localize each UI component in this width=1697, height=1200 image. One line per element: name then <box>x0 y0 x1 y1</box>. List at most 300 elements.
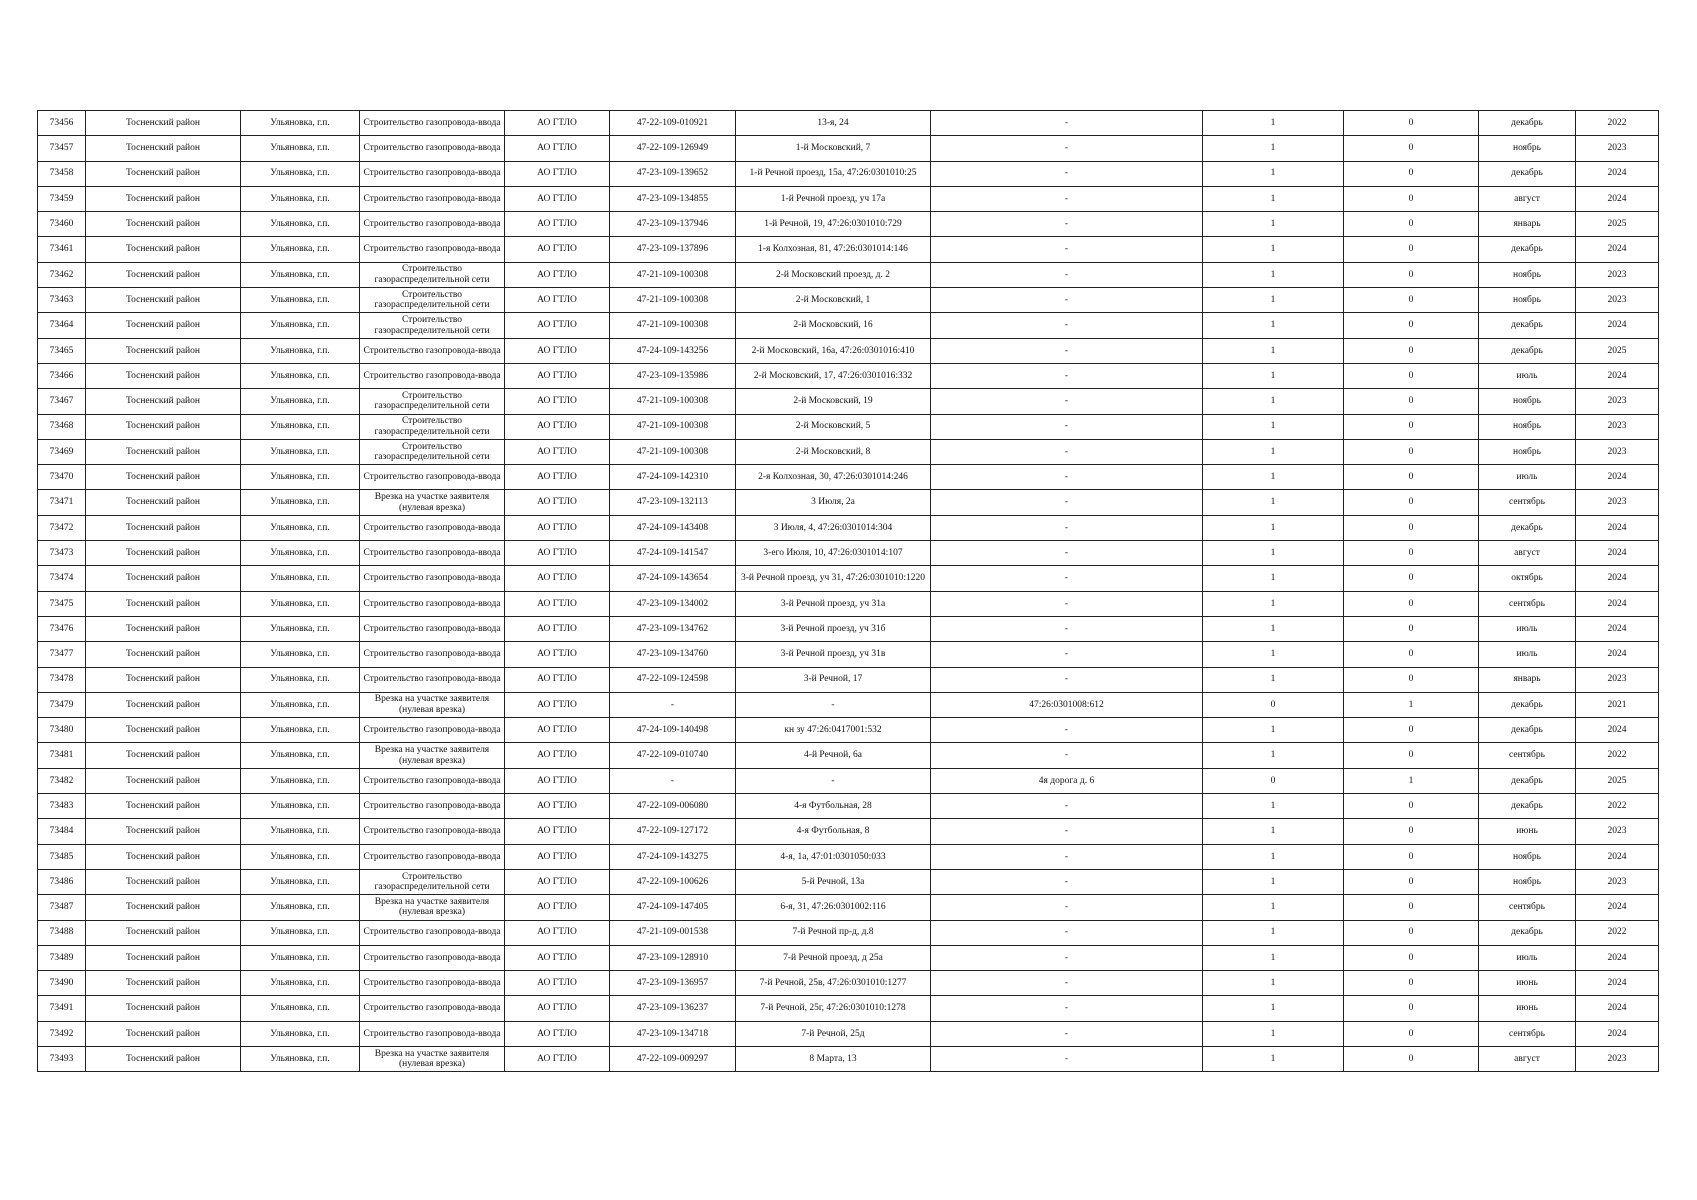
cell-row-id: 73461 <box>38 237 86 262</box>
cell-year: 2024 <box>1576 616 1659 641</box>
cell-work-type: Врезка на участке заявителя (нулевая врезка) <box>360 895 505 920</box>
cell-year: 2023 <box>1576 439 1659 464</box>
cell-settlement: Ульяновка, г.п. <box>241 161 360 186</box>
table-row <box>38 996 1659 1021</box>
cell-settlement: Ульяновка, г.п. <box>241 111 360 136</box>
cell-count-b: 0 <box>1344 465 1479 490</box>
cell-district: Тосненский район <box>86 718 241 743</box>
cell-district: Тосненский район <box>86 363 241 388</box>
cell-count-a: 1 <box>1203 212 1344 237</box>
cell-organization: АО ГТЛО <box>505 591 610 616</box>
cell-district: Тосненский район <box>86 389 241 414</box>
cell-address: 7-й Речной пр-д, д.8 <box>736 920 931 945</box>
cell-month: ноябрь <box>1479 262 1576 287</box>
cell-organization: АО ГТЛО <box>505 338 610 363</box>
table-row <box>38 920 1659 945</box>
cell-work-type: Строительство газопровода-ввода <box>360 920 505 945</box>
cell-year: 2023 <box>1576 1046 1659 1071</box>
cell-work-type: Строительство газопровода-ввода <box>360 642 505 667</box>
cell-district: Тосненский район <box>86 541 241 566</box>
cell-row-id: 73464 <box>38 313 86 338</box>
cell-work-type: Строительство газопровода-ввода <box>360 515 505 540</box>
cell-count-a: 1 <box>1203 945 1344 970</box>
cell-organization: АО ГТЛО <box>505 642 610 667</box>
cell-district: Тосненский район <box>86 794 241 819</box>
cell-address: 2-й Московский, 19 <box>736 389 931 414</box>
cell-address: 3 Июля, 4, 47:26:0301014:304 <box>736 515 931 540</box>
cell-year: 2024 <box>1576 541 1659 566</box>
cell-contract-number: 47-22-109-127172 <box>610 819 736 844</box>
cell-count-b: 0 <box>1344 161 1479 186</box>
cell-district: Тосненский район <box>86 819 241 844</box>
table-row <box>38 768 1659 793</box>
cell-work-type: Строительство газопровода-ввода <box>360 945 505 970</box>
cell-count-b: 0 <box>1344 1021 1479 1046</box>
cell-row-id: 73473 <box>38 541 86 566</box>
cell-district: Тосненский район <box>86 591 241 616</box>
cell-count-b: 0 <box>1344 895 1479 920</box>
cell-settlement: Ульяновка, г.п. <box>241 566 360 591</box>
cell-district: Тосненский район <box>86 313 241 338</box>
cell-settlement: Ульяновка, г.п. <box>241 541 360 566</box>
cell-contract-number: 47-24-109-147405 <box>610 895 736 920</box>
cell-month: декабрь <box>1479 161 1576 186</box>
cell-organization: АО ГТЛО <box>505 667 610 692</box>
cell-address: 4-й Речной, 6а <box>736 743 931 768</box>
cell-contract-number: 47-24-109-143408 <box>610 515 736 540</box>
cell-row-id: 73493 <box>38 1046 86 1071</box>
cell-address: 4-я, 1а, 47:01:0301050:033 <box>736 844 931 869</box>
cell-cadastral-number: - <box>931 819 1203 844</box>
cell-month: июнь <box>1479 819 1576 844</box>
cell-month: декабрь <box>1479 515 1576 540</box>
cell-year: 2025 <box>1576 768 1659 793</box>
cell-cadastral-number: - <box>931 743 1203 768</box>
cell-row-id: 73476 <box>38 616 86 641</box>
cell-year: 2024 <box>1576 566 1659 591</box>
cell-contract-number: 47-23-109-136237 <box>610 996 736 1021</box>
cell-count-b: 0 <box>1344 1046 1479 1071</box>
cell-cadastral-number: - <box>931 389 1203 414</box>
table-row <box>38 161 1659 186</box>
cell-month: декабрь <box>1479 794 1576 819</box>
cell-count-a: 1 <box>1203 439 1344 464</box>
cell-cadastral-number: - <box>931 136 1203 161</box>
cell-row-id: 73487 <box>38 895 86 920</box>
cell-month: сентябрь <box>1479 743 1576 768</box>
cell-address: 2-й Московский, 1 <box>736 288 931 313</box>
cell-district: Тосненский район <box>86 338 241 363</box>
cell-count-a: 1 <box>1203 288 1344 313</box>
cell-year: 2022 <box>1576 920 1659 945</box>
cell-year: 2024 <box>1576 237 1659 262</box>
cell-row-id: 73481 <box>38 743 86 768</box>
cell-month: декабрь <box>1479 718 1576 743</box>
data-table <box>37 110 1659 1072</box>
cell-district: Тосненский район <box>86 288 241 313</box>
cell-district: Тосненский район <box>86 1046 241 1071</box>
cell-contract-number: 47-24-109-143275 <box>610 844 736 869</box>
cell-settlement: Ульяновка, г.п. <box>241 667 360 692</box>
table-row <box>38 212 1659 237</box>
cell-count-a: 1 <box>1203 566 1344 591</box>
cell-work-type: Строительство газораспределительной сети <box>360 869 505 894</box>
table-row <box>38 186 1659 211</box>
cell-organization: АО ГТЛО <box>505 465 610 490</box>
cell-year: 2023 <box>1576 819 1659 844</box>
cell-district: Тосненский район <box>86 920 241 945</box>
table-row <box>38 262 1659 287</box>
cell-count-b: 0 <box>1344 439 1479 464</box>
cell-count-a: 1 <box>1203 718 1344 743</box>
cell-organization: АО ГТЛО <box>505 768 610 793</box>
cell-address: 2-й Московский, 16 <box>736 313 931 338</box>
cell-cadastral-number: 4я дорога д. 6 <box>931 768 1203 793</box>
table-row <box>38 667 1659 692</box>
cell-district: Тосненский район <box>86 515 241 540</box>
cell-address: 7-й Речной проезд, д 25а <box>736 945 931 970</box>
cell-cadastral-number: - <box>931 212 1203 237</box>
cell-cadastral-number: - <box>931 920 1203 945</box>
cell-cadastral-number: - <box>931 111 1203 136</box>
cell-row-id: 73484 <box>38 819 86 844</box>
cell-organization: АО ГТЛО <box>505 515 610 540</box>
cell-row-id: 73459 <box>38 186 86 211</box>
table-row <box>38 794 1659 819</box>
cell-month: декабрь <box>1479 768 1576 793</box>
cell-settlement: Ульяновка, г.п. <box>241 945 360 970</box>
cell-contract-number: 47-23-109-134855 <box>610 186 736 211</box>
cell-cadastral-number: - <box>931 338 1203 363</box>
cell-settlement: Ульяновка, г.п. <box>241 718 360 743</box>
cell-contract-number: 47-22-109-126949 <box>610 136 736 161</box>
cell-month: июль <box>1479 642 1576 667</box>
cell-contract-number: 47-24-109-143256 <box>610 338 736 363</box>
cell-settlement: Ульяновка, г.п. <box>241 389 360 414</box>
cell-work-type: Строительство газопровода-ввода <box>360 338 505 363</box>
cell-cadastral-number: - <box>931 642 1203 667</box>
cell-year: 2022 <box>1576 111 1659 136</box>
cell-settlement: Ульяновка, г.п. <box>241 768 360 793</box>
cell-row-id: 73488 <box>38 920 86 945</box>
cell-address: 4-я Футбольная, 28 <box>736 794 931 819</box>
cell-settlement: Ульяновка, г.п. <box>241 1046 360 1071</box>
cell-month: декабрь <box>1479 338 1576 363</box>
cell-count-b: 0 <box>1344 743 1479 768</box>
table-row <box>38 971 1659 996</box>
cell-district: Тосненский район <box>86 616 241 641</box>
cell-count-b: 0 <box>1344 490 1479 515</box>
cell-address: - <box>736 692 931 717</box>
cell-settlement: Ульяновка, г.п. <box>241 338 360 363</box>
cell-work-type: Строительство газопровода-ввода <box>360 212 505 237</box>
cell-address: 3-й Речной проезд, уч 31, 47:26:0301010:1220 <box>736 566 931 591</box>
cell-organization: АО ГТЛО <box>505 288 610 313</box>
cell-address: 8 Марта, 13 <box>736 1046 931 1071</box>
cell-contract-number: 47-23-109-134002 <box>610 591 736 616</box>
table-row <box>38 515 1659 540</box>
cell-row-id: 73460 <box>38 212 86 237</box>
cell-district: Тосненский район <box>86 136 241 161</box>
cell-count-a: 1 <box>1203 363 1344 388</box>
cell-row-id: 73456 <box>38 111 86 136</box>
cell-settlement: Ульяновка, г.п. <box>241 591 360 616</box>
cell-row-id: 73475 <box>38 591 86 616</box>
cell-settlement: Ульяновка, г.п. <box>241 692 360 717</box>
cell-count-a: 1 <box>1203 920 1344 945</box>
cell-month: июль <box>1479 945 1576 970</box>
cell-year: 2022 <box>1576 794 1659 819</box>
cell-address: 1-й Речной проезд, уч 17а <box>736 186 931 211</box>
cell-settlement: Ульяновка, г.п. <box>241 971 360 996</box>
cell-row-id: 73472 <box>38 515 86 540</box>
cell-work-type: Строительство газопровода-ввода <box>360 566 505 591</box>
cell-work-type: Строительство газопровода-ввода <box>360 541 505 566</box>
cell-count-a: 1 <box>1203 616 1344 641</box>
cell-row-id: 73486 <box>38 869 86 894</box>
cell-month: июнь <box>1479 971 1576 996</box>
cell-district: Тосненский район <box>86 414 241 439</box>
cell-year: 2024 <box>1576 465 1659 490</box>
cell-work-type: Строительство газопровода-ввода <box>360 465 505 490</box>
cell-contract-number: 47-24-109-142310 <box>610 465 736 490</box>
cell-count-a: 1 <box>1203 895 1344 920</box>
cell-month: ноябрь <box>1479 869 1576 894</box>
cell-year: 2024 <box>1576 363 1659 388</box>
cell-work-type: Врезка на участке заявителя (нулевая врезка) <box>360 1046 505 1071</box>
cell-district: Тосненский район <box>86 642 241 667</box>
cell-settlement: Ульяновка, г.п. <box>241 186 360 211</box>
table-row <box>38 541 1659 566</box>
cell-month: август <box>1479 541 1576 566</box>
cell-contract-number: 47-23-109-128910 <box>610 945 736 970</box>
cell-organization: АО ГТЛО <box>505 718 610 743</box>
cell-year: 2023 <box>1576 288 1659 313</box>
cell-count-a: 1 <box>1203 667 1344 692</box>
cell-count-b: 0 <box>1344 920 1479 945</box>
cell-year: 2025 <box>1576 338 1659 363</box>
cell-address: 6-я, 31, 47:26:0301002:116 <box>736 895 931 920</box>
cell-district: Тосненский район <box>86 971 241 996</box>
cell-address: 1-й Московский, 7 <box>736 136 931 161</box>
cell-cadastral-number: - <box>931 1046 1203 1071</box>
cell-work-type: Врезка на участке заявителя (нулевая врезка) <box>360 743 505 768</box>
cell-count-b: 0 <box>1344 844 1479 869</box>
cell-year: 2021 <box>1576 692 1659 717</box>
cell-month: август <box>1479 186 1576 211</box>
cell-work-type: Строительство газораспределительной сети <box>360 389 505 414</box>
cell-address: 2-й Московский, 16а, 47:26:0301016:410 <box>736 338 931 363</box>
cell-year: 2024 <box>1576 642 1659 667</box>
cell-address: 3-й Речной проезд, уч 31б <box>736 616 931 641</box>
table-row <box>38 237 1659 262</box>
cell-count-b: 0 <box>1344 642 1479 667</box>
table-row <box>38 389 1659 414</box>
cell-contract-number: 47-21-109-100308 <box>610 288 736 313</box>
cell-address: 2-й Московский, 5 <box>736 414 931 439</box>
cell-row-id: 73489 <box>38 945 86 970</box>
cell-address: кн зу 47:26:0417001:532 <box>736 718 931 743</box>
cell-month: сентябрь <box>1479 1021 1576 1046</box>
cell-work-type: Строительство газопровода-ввода <box>360 161 505 186</box>
cell-address: 1-й Речной проезд, 15а, 47:26:0301010:25 <box>736 161 931 186</box>
cell-month: октябрь <box>1479 566 1576 591</box>
cell-settlement: Ульяновка, г.п. <box>241 895 360 920</box>
cell-organization: АО ГТЛО <box>505 945 610 970</box>
cell-row-id: 73470 <box>38 465 86 490</box>
table-row <box>38 439 1659 464</box>
table-row <box>38 945 1659 970</box>
cell-work-type: Строительство газопровода-ввода <box>360 996 505 1021</box>
cell-year: 2023 <box>1576 389 1659 414</box>
table-row <box>38 288 1659 313</box>
table-row <box>38 414 1659 439</box>
cell-work-type: Строительство газопровода-ввода <box>360 971 505 996</box>
cell-year: 2024 <box>1576 515 1659 540</box>
cell-row-id: 73458 <box>38 161 86 186</box>
cell-year: 2024 <box>1576 895 1659 920</box>
cell-row-id: 73468 <box>38 414 86 439</box>
cell-count-a: 1 <box>1203 136 1344 161</box>
cell-district: Тосненский район <box>86 945 241 970</box>
cell-address: 2-й Московский, 17, 47:26:0301016:332 <box>736 363 931 388</box>
cell-organization: АО ГТЛО <box>505 313 610 338</box>
table-row <box>38 1021 1659 1046</box>
cell-contract-number: 47-23-109-132113 <box>610 490 736 515</box>
cell-count-a: 1 <box>1203 111 1344 136</box>
cell-settlement: Ульяновка, г.п. <box>241 288 360 313</box>
table-row <box>38 844 1659 869</box>
cell-contract-number: 47-22-109-009297 <box>610 1046 736 1071</box>
cell-count-a: 1 <box>1203 161 1344 186</box>
cell-district: Тосненский район <box>86 465 241 490</box>
cell-count-b: 0 <box>1344 414 1479 439</box>
cell-month: декабрь <box>1479 111 1576 136</box>
cell-work-type: Строительство газораспределительной сети <box>360 313 505 338</box>
cell-cadastral-number: - <box>931 945 1203 970</box>
cell-address: 3-й Речной проезд, уч 31в <box>736 642 931 667</box>
cell-organization: АО ГТЛО <box>505 794 610 819</box>
cell-year: 2023 <box>1576 136 1659 161</box>
cell-address: 3-его Июля, 10, 47:26:0301014:107 <box>736 541 931 566</box>
cell-organization: АО ГТЛО <box>505 389 610 414</box>
cell-district: Тосненский район <box>86 768 241 793</box>
table-row <box>38 465 1659 490</box>
cell-month: сентябрь <box>1479 490 1576 515</box>
cell-count-a: 0 <box>1203 768 1344 793</box>
cell-settlement: Ульяновка, г.п. <box>241 515 360 540</box>
cell-row-id: 73462 <box>38 262 86 287</box>
cell-district: Тосненский район <box>86 237 241 262</box>
cell-year: 2024 <box>1576 1021 1659 1046</box>
cell-district: Тосненский район <box>86 743 241 768</box>
cell-district: Тосненский район <box>86 490 241 515</box>
cell-organization: АО ГТЛО <box>505 161 610 186</box>
cell-contract-number: 47-23-109-139652 <box>610 161 736 186</box>
cell-month: ноябрь <box>1479 136 1576 161</box>
cell-settlement: Ульяновка, г.п. <box>241 212 360 237</box>
cell-year: 2023 <box>1576 262 1659 287</box>
cell-count-a: 1 <box>1203 186 1344 211</box>
table-row <box>38 490 1659 515</box>
cell-count-b: 0 <box>1344 288 1479 313</box>
cell-count-b: 1 <box>1344 768 1479 793</box>
cell-count-b: 0 <box>1344 794 1479 819</box>
cell-cadastral-number: - <box>931 262 1203 287</box>
cell-settlement: Ульяновка, г.п. <box>241 642 360 667</box>
cell-row-id: 73482 <box>38 768 86 793</box>
cell-contract-number: 47-23-109-134718 <box>610 1021 736 1046</box>
cell-address: 3-й Речной, 17 <box>736 667 931 692</box>
cell-count-b: 0 <box>1344 338 1479 363</box>
cell-count-a: 1 <box>1203 465 1344 490</box>
cell-row-id: 73463 <box>38 288 86 313</box>
cell-settlement: Ульяновка, г.п. <box>241 1021 360 1046</box>
cell-count-a: 1 <box>1203 490 1344 515</box>
cell-month: сентябрь <box>1479 591 1576 616</box>
table-row <box>38 566 1659 591</box>
cell-cadastral-number: 47:26:0301008:612 <box>931 692 1203 717</box>
cell-row-id: 73480 <box>38 718 86 743</box>
cell-settlement: Ульяновка, г.п. <box>241 819 360 844</box>
cell-month: декабрь <box>1479 920 1576 945</box>
cell-count-b: 0 <box>1344 541 1479 566</box>
cell-row-id: 73465 <box>38 338 86 363</box>
table-row <box>38 1046 1659 1071</box>
cell-organization: АО ГТЛО <box>505 439 610 464</box>
table-body <box>38 111 1659 1072</box>
cell-month: ноябрь <box>1479 288 1576 313</box>
cell-count-a: 1 <box>1203 794 1344 819</box>
cell-cadastral-number: - <box>931 541 1203 566</box>
cell-organization: АО ГТЛО <box>505 186 610 211</box>
table-row <box>38 642 1659 667</box>
cell-cadastral-number: - <box>931 869 1203 894</box>
cell-organization: АО ГТЛО <box>505 262 610 287</box>
cell-organization: АО ГТЛО <box>505 541 610 566</box>
cell-contract-number: 47-24-109-140498 <box>610 718 736 743</box>
cell-contract-number: 47-21-109-100308 <box>610 313 736 338</box>
cell-work-type: Строительство газораспределительной сети <box>360 262 505 287</box>
cell-row-id: 73474 <box>38 566 86 591</box>
cell-organization: АО ГТЛО <box>505 692 610 717</box>
cell-row-id: 73477 <box>38 642 86 667</box>
cell-row-id: 73466 <box>38 363 86 388</box>
cell-address: - <box>736 768 931 793</box>
table-row <box>38 895 1659 920</box>
cell-address: 7-й Речной, 25д <box>736 1021 931 1046</box>
cell-contract-number: 47-23-109-136957 <box>610 971 736 996</box>
table-row <box>38 718 1659 743</box>
cell-cadastral-number: - <box>931 161 1203 186</box>
cell-count-b: 0 <box>1344 136 1479 161</box>
cell-count-a: 1 <box>1203 996 1344 1021</box>
cell-work-type: Строительство газопровода-ввода <box>360 591 505 616</box>
cell-count-b: 0 <box>1344 971 1479 996</box>
cell-month: ноябрь <box>1479 414 1576 439</box>
cell-cadastral-number: - <box>931 667 1203 692</box>
cell-count-b: 0 <box>1344 616 1479 641</box>
cell-count-a: 1 <box>1203 414 1344 439</box>
cell-district: Тосненский район <box>86 212 241 237</box>
cell-row-id: 73490 <box>38 971 86 996</box>
cell-settlement: Ульяновка, г.п. <box>241 616 360 641</box>
cell-settlement: Ульяновка, г.п. <box>241 414 360 439</box>
cell-contract-number: 47-24-109-141547 <box>610 541 736 566</box>
cell-address: 13-я, 24 <box>736 111 931 136</box>
cell-cadastral-number: - <box>931 844 1203 869</box>
cell-count-b: 1 <box>1344 692 1479 717</box>
